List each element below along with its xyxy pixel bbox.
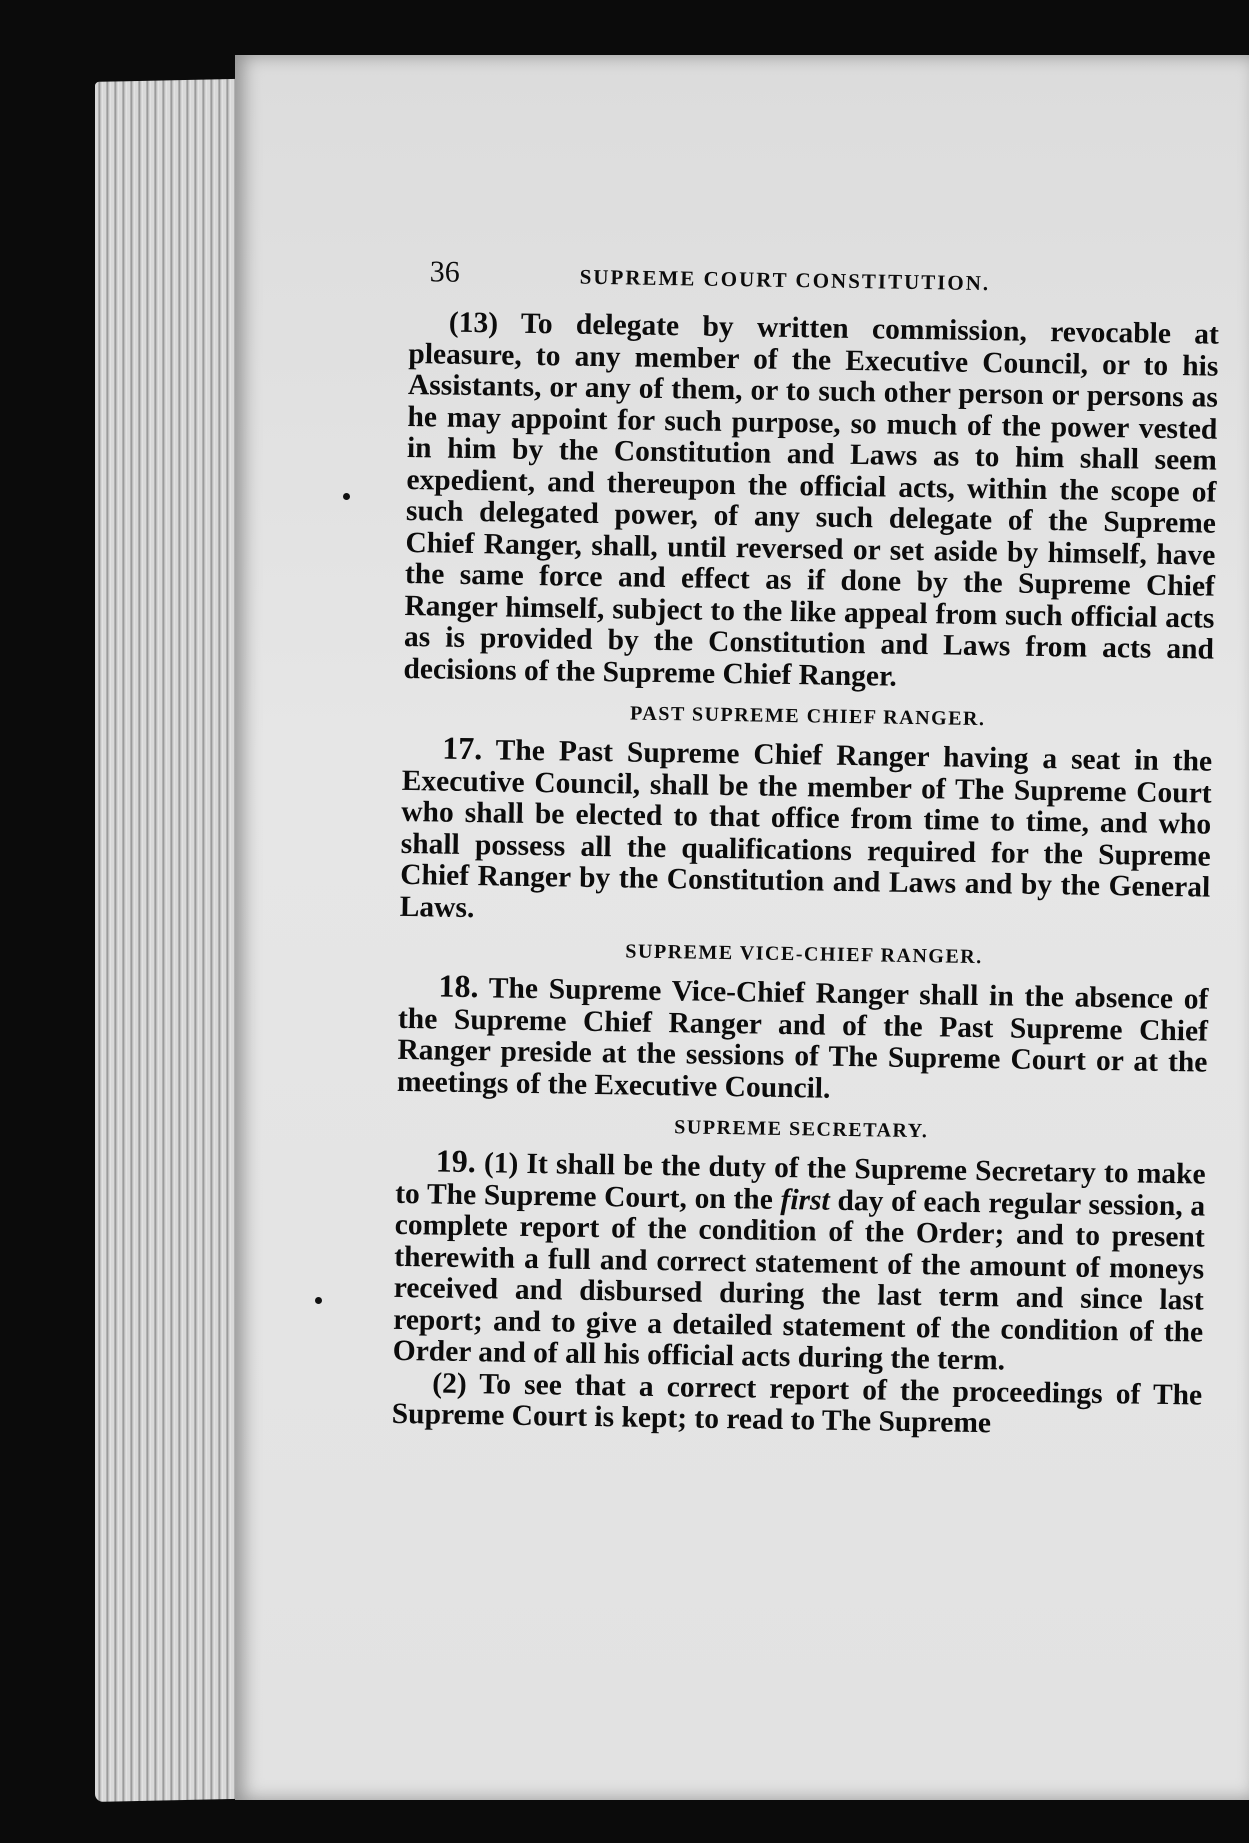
ink-speck [315, 1297, 322, 1304]
page-number: 36 [429, 255, 460, 289]
section-18-number: 18. [438, 967, 479, 1005]
section-18-paragraph [396, 967, 1209, 1111]
section-19-clause-1-after: day of each regular session, a complete report of the condition of the Order; and to present therewith a full and correct statement of the amount of moneys received and disbursed during the last term and since last report; and to give a detailed statement of the condition of the Order and of all his official acts during the term. [392, 1184, 1206, 1377]
section-18-text: The Supreme Vice-Chief Ranger shall in the absence of the Supreme Chief Ranger and of the Past Supreme Chief Ranger preside at the sessions of The Supreme Court or at the meetings of the Executive Council. [396, 972, 1209, 1105]
section-17-heading: PAST SUPREME CHIEF RANGER. [629, 702, 986, 731]
section-19-number: 19. [435, 1142, 477, 1180]
section-17-number: 17. [441, 729, 483, 767]
section-17-paragraph [399, 729, 1213, 936]
section-17-text: The Past Supreme Chief Ranger having a seat in the Executive Council, shall be the member of The Supreme Court who shall be elected to that office from time to time, and who shall possess all the qualifications required for the Supreme Chief Ranger by the Constitution and Laws and by the General Laws. [399, 734, 1213, 924]
section-19-clause-2: (2) To see that a correct report of the proceedings of The Supreme Court is kept; to read to The Supreme [391, 1366, 1203, 1440]
section-18-heading: SUPREME VICE-CHIEF RANGER. [625, 940, 983, 969]
ink-speck [343, 493, 350, 500]
running-head: SUPREME COURT CONSTITUTION. [579, 264, 991, 296]
section-19-clause-1-before: (1) It shall be the duty of the Supreme Secretary to make to The Supreme Court, on the [395, 1147, 1206, 1216]
paragraph-13: (13) To delegate by written commission, revocable at pleasure, to any member of the Executive Council, or to his Assistants, or any of them, or to such other person or persons as he may appoint for such purpose, so much of the power vested in him by the Constitution and Laws as to him shall seem expedient, and thereupon the official acts, within the scope of such delegated power, of any such delegate of the Supreme Chief Ranger, shall, until reversed or set aside by himself, have the same force and effect as if done by the Supreme Chief Ranger himself, subject to the like appeal from such official acts as is provided by the Constitution and Laws from acts and decisions of the Supreme Chief Ranger. [403, 306, 1220, 693]
section-19-clause-1 [392, 1142, 1206, 1380]
section-19-clause-1-emphasis: first [780, 1183, 830, 1217]
section-19-heading: SUPREME SECRETARY. [674, 1116, 929, 1143]
page-text [392, 255, 1220, 1443]
